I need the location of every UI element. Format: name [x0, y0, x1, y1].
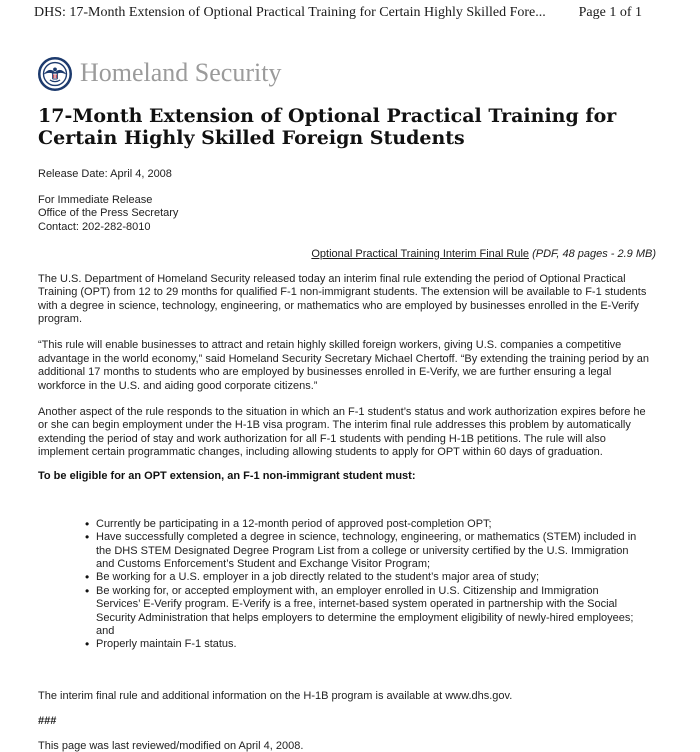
dhs-seal-icon: [38, 57, 72, 91]
print-header-page-number: Page 1 of 1: [578, 5, 642, 20]
dhs-logo: [38, 57, 656, 91]
print-header-title: DHS: 17-Month Extension of Optional Practical Training for Certain Highly Skilled Fore...: [34, 5, 546, 20]
hash-separator: ###: [38, 714, 57, 727]
paragraph-3: Another aspect of the rule responds to the situation in which an F-1 student’s status and work authorization expires before he or she can begin employment under the H-1B visa program. The interim final rule addresses this problem by automatically extending the period of stay and work authorization for all F-1 students with pending H-1B petitions. The rule will also implement certain programmatic changes, including allowing students to apply for OPT within 60 days of graduation.: [38, 406, 646, 459]
list-item: • Be working for a U.S. employer in a job directly related to the student’s major area of study;: [85, 571, 638, 584]
meta-line-contact: Contact: 202-282-8010: [38, 220, 151, 233]
release-date: Release Date: April 4, 2008: [38, 167, 172, 180]
meta-line-immediate-release: For Immediate Release: [38, 193, 153, 206]
eligibility-heading: To be eligible for an OPT extension, an F-1 non-immigrant student must:: [38, 469, 416, 482]
list-item: • Currently be participating in a 12-month period of approved post-completion OPT;: [85, 518, 638, 531]
meta-line-office: Office of the Press Secretary: [38, 207, 179, 220]
document-page: [0, 57, 700, 752]
pdf-info-text: (PDF, 48 pages - 2.9 MB): [529, 247, 656, 260]
list-item: • Properly maintain F-1 status.: [85, 638, 638, 651]
list-item: • Be working for, or accepted employment with, an employer enrolled in U.S. Citizenship and Immigration Services’ E-Verify program. E-Verify is a free, internet-based system operated in partnership with the Social Security Administration that helps employers to determine the employment eligibility of newly-hired employees; and: [85, 585, 638, 639]
paragraph-2: “This rule will enable businesses to attract and retain highly skilled foreign workers, giving U.S. companies a competitive advantage in the world economy,” said Homeland Security Secretary Michael Chertoff. “By extending the training period by an additional 17 months to students who are employed by businesses enrolled in E-Verify, we are further ensuring a legal workforce in the U.S. and aiding good corporate citizens.”: [38, 339, 650, 392]
paragraph-1: The U.S. Department of Homeland Security released today an interim final rule extending the period of Optional Practical Training (OPT) from 12 to 29 months for qualified F-1 non-immigrant students. The extension will be available to F-1 students with a degree in science, technology, engineering, or mathematics who are employed by businesses enrolled in the E-Verify program.: [38, 272, 647, 326]
homeland-security-wordmark: Homeland Security: [80, 58, 282, 87]
list-item: • Have successfully completed a degree in science, technology, engineering, or mathematics (STEM) included in the DHS STEM Designated Degree Program List from a college or university certified by the U.S. Immigration and Customs Enforcement’s Student and Exchange Visitor Program;: [85, 531, 638, 571]
closing-line: The interim final rule and additional information on the H-1B program is available at www.dhs.gov.: [38, 689, 513, 702]
rule-link-line: [38, 248, 656, 260]
eligibility-bullet-list: [38, 518, 638, 652]
press-meta-block: [38, 194, 656, 234]
page-title: 17-Month Extension of Optional Practical Training for Certain Highly Skilled Foreign Students: [38, 105, 617, 150]
interim-final-rule-link[interactable]: Optional Practical Training Interim Final Rule: [311, 247, 530, 260]
body-copy: [38, 273, 656, 460]
last-modified-line: This page was last reviewed/modified on April 4, 2008.: [38, 739, 304, 752]
print-header: [0, 0, 700, 21]
